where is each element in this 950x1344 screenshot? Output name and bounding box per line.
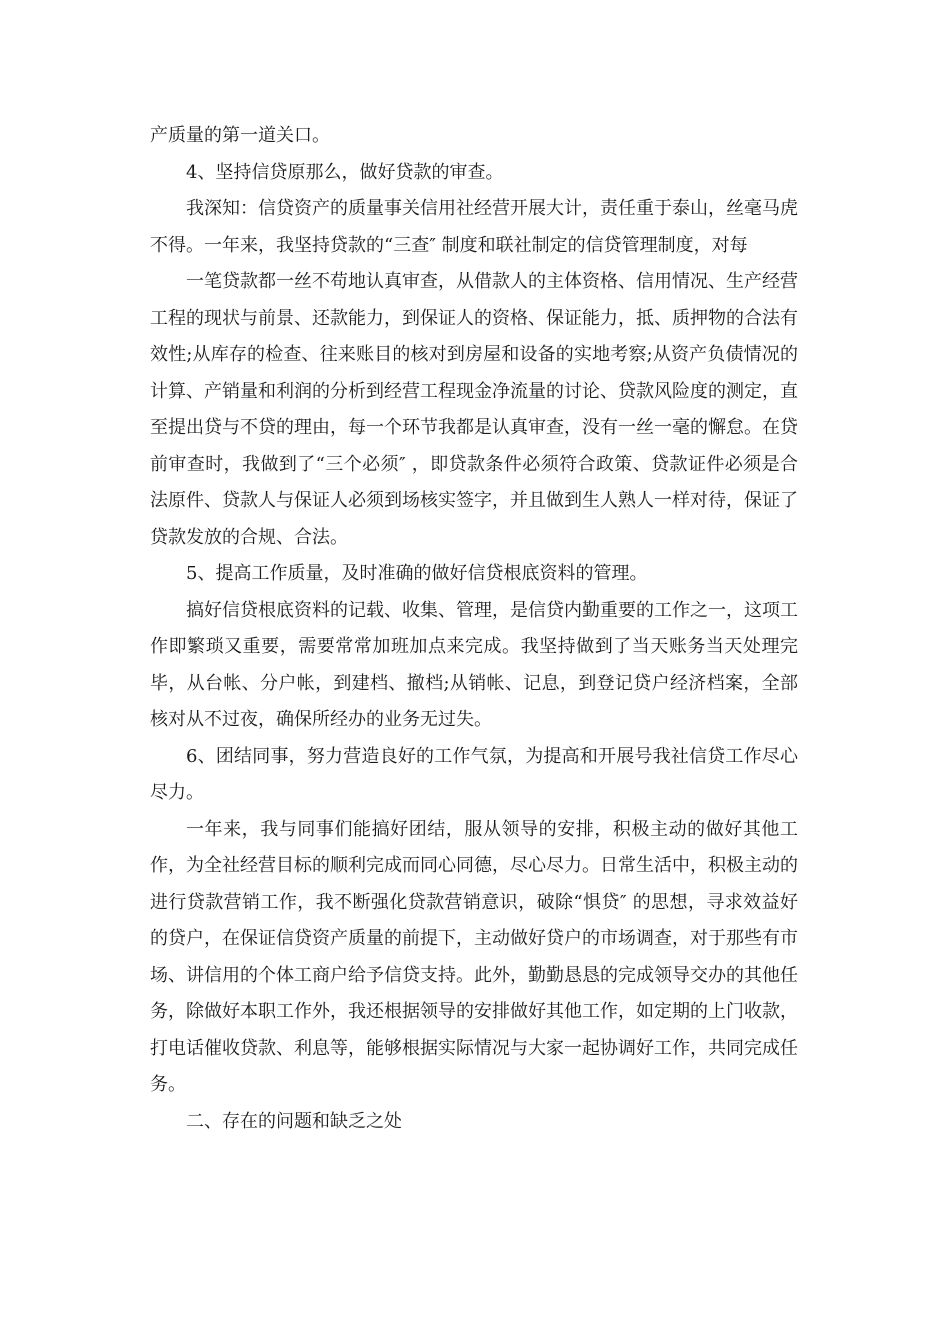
paragraph-1: 产质量的第一道关口。 bbox=[150, 125, 330, 146]
paragraph-6: 搞好信贷根底资料的记载、收集、管理，是信贷内勤重要的工作之一，这项工作即繁琐又重要，需要常常加班加点来完成。我坚持做到了当天账务当天处理完毕，从台帐、分户帐，到建档、撤档;从销帐、记息，到登记贷户经济档案，全部核对从不过夜，确保所经办的业务无过失。 bbox=[150, 599, 798, 730]
paragraph-4: 一笔贷款都一丝不苟地认真审查，从借款人的主体资格、信用情况、生产经营工程的现状与前景、还款能力，到保证人的资格、保证能力，抵、质押物的合法有效性;从库存的检查、往来账目的核对到房屋和设备的实地考察;从资产负债情况的计算、产销量和利润的分析到经营工程现金净流量的讨论、贷款风险度的测定，直至提出贷与不贷的理由，每一个环节我都是认真审查，没有一丝一毫的懈怠。在贷前审查时，我做到了“三个必须″ ，即贷款条件必须符合政策、贷款证件必须是合法原件、贷款人与保证人必须到场核实签字，并且做到生人熟人一样对待，保证了贷款发放的合规、合法。 bbox=[150, 271, 798, 548]
paragraph-5: 5、提高工作质量，及时准确的做好信贷根底资料的管理。 bbox=[186, 563, 648, 584]
paragraph-2: 4、坚持信贷原那么，做好贷款的审查。 bbox=[186, 161, 504, 183]
paragraph-7: 6、团结同事，努力营造良好的工作气氛，为提高和开展号我社信贷工作尽心尽力。 bbox=[150, 745, 798, 803]
section-heading: 二、存在的问题和缺乏之处 bbox=[186, 1110, 402, 1132]
paragraph-8: 一年来，我与同事们能搞好团结，服从领导的安排，积极主动的做好其他工作，为全社经营目标的顺利完成而同心同德，尽心尽力。日常生活中，积极主动的进行贷款营销工作，我不断强化贷款营销意识，破除“惧贷″ 的思想，寻求效益好的贷户，在保证信贷资产质量的前提下，主动做好贷户的市场调查，对于那些有市场、讲信用的个体工商户给予信贷支持。此外，勤勤恳恳的完成领导交办的其他任务，除做好本职工作外，我还根据领导的安排做好其他工作，如定期的上门收款，打电话催收贷款、利息等，能够根据实际情况与大家一起协调好工作，共同完成任务。 bbox=[150, 818, 798, 1095]
document-body bbox=[150, 118, 798, 1140]
paragraph-3: 我深知：信贷资产的质量事关信用社经营开展大计，责任重于泰山，丝毫马虎不得。一年来，我坚持贷款的“三查″ 制度和联社制定的信贷管理制度，对每 bbox=[150, 198, 798, 256]
